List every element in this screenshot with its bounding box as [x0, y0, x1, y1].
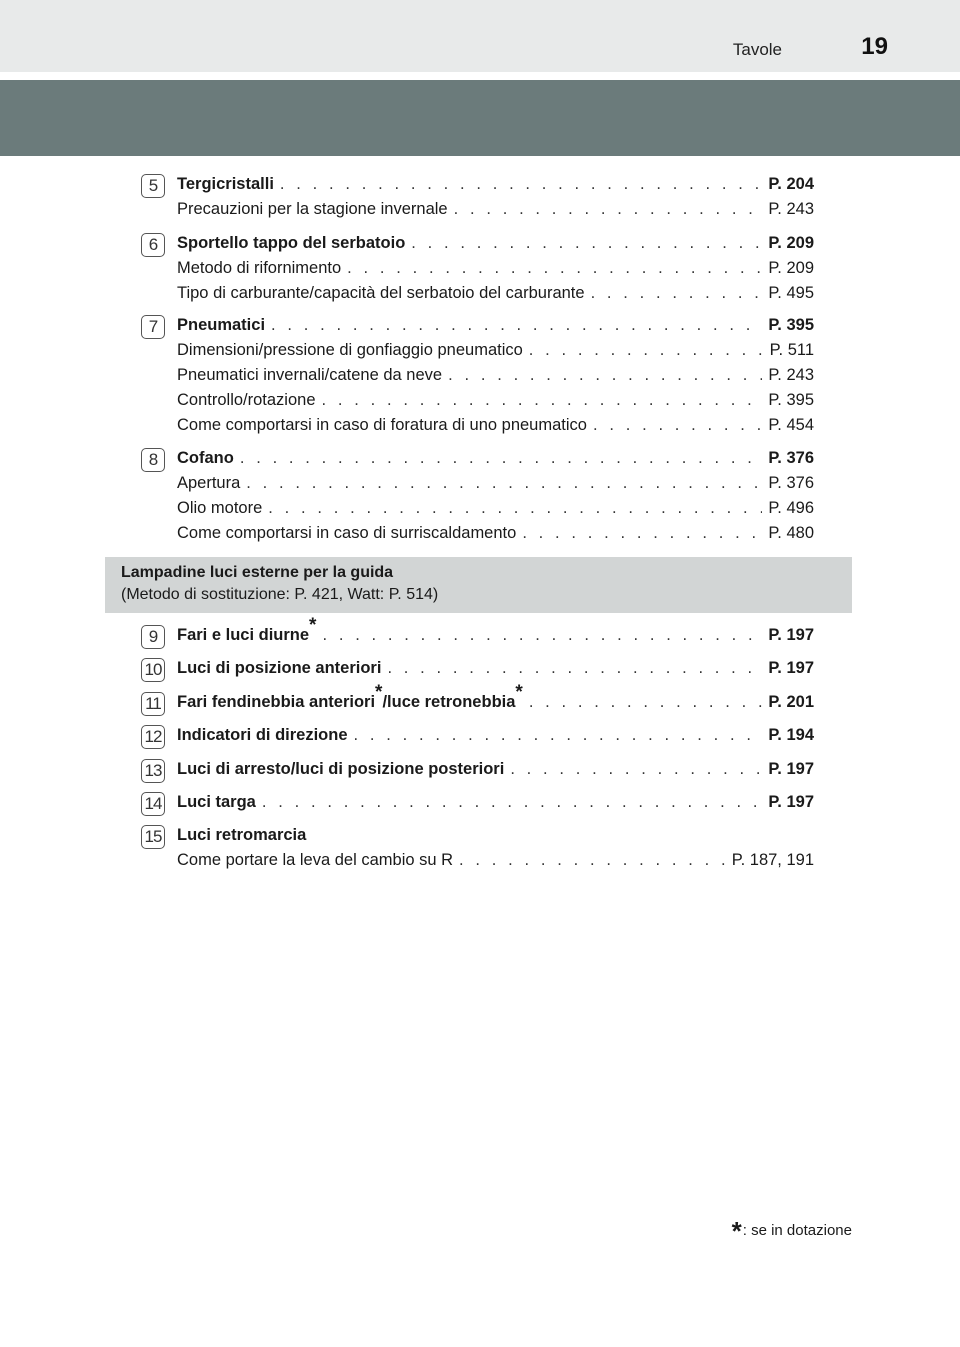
page-reference[interactable]: P. 197	[768, 626, 814, 644]
page-reference[interactable]: P. 376	[768, 474, 814, 492]
page-reference[interactable]: P. 197	[768, 760, 814, 778]
index-entry	[177, 848, 814, 870]
leader-dots	[354, 726, 763, 745]
leader-dots	[529, 341, 764, 360]
index-entry	[177, 446, 814, 468]
page-number: 19	[861, 33, 888, 60]
entry-label: Precauzioni per la stagione invernale	[177, 200, 448, 218]
index-entry	[177, 790, 814, 812]
footnote	[731, 1216, 852, 1246]
index-entry	[177, 281, 814, 303]
leader-dots	[591, 284, 763, 303]
page-reference[interactable]: P. 187, 191	[731, 851, 814, 869]
index-entry	[177, 363, 814, 385]
page-reference[interactable]: P. 209	[768, 259, 814, 277]
index-entry	[177, 197, 814, 219]
index-entry	[177, 172, 814, 194]
leader-dots	[387, 659, 762, 678]
entry-label: Come portare la leva del cambio su R	[177, 851, 454, 869]
leader-dots	[411, 234, 762, 253]
index-entry	[177, 614, 814, 645]
entry-label: Luci retromarcia	[177, 826, 307, 844]
entry-label: Luci targa	[177, 793, 256, 811]
entry-label: Pneumatici invernali/catene da neve	[177, 366, 443, 384]
index-entry	[177, 231, 814, 253]
leader-dots	[280, 175, 763, 194]
leader-dots	[459, 851, 726, 870]
footnote-text: : se in dotazione	[742, 1222, 852, 1239]
entry-label: Cofano	[177, 449, 234, 467]
index-entry	[177, 656, 814, 678]
item-number-badge: 8	[141, 448, 165, 472]
item-number-badge: 15	[141, 825, 165, 849]
page-header	[0, 0, 960, 72]
index-entry	[177, 823, 814, 845]
page-reference[interactable]: P. 197	[768, 793, 814, 811]
leader-dots	[510, 760, 762, 779]
entry-label: Olio motore	[177, 499, 263, 517]
header-band	[0, 80, 960, 156]
leader-dots	[529, 693, 763, 712]
leader-dots	[246, 474, 762, 493]
asterisk-marker: *	[309, 614, 317, 636]
index-entry	[177, 413, 814, 435]
leader-dots	[522, 524, 762, 543]
entry-label: Pneumatici	[177, 316, 266, 334]
entry-label: Fari fendinebbia anteriori*/luce retronebbia*	[177, 681, 523, 711]
leader-dots	[454, 200, 763, 219]
page-reference[interactable]: P. 395	[768, 391, 814, 409]
entry-label: Tergicristalli	[177, 175, 274, 193]
entry-label: Fari e luci diurne*	[177, 614, 317, 644]
entry-label: Controllo/rotazione	[177, 391, 316, 409]
section-title: Tavole	[732, 40, 782, 59]
index-entry	[177, 256, 814, 278]
page-reference[interactable]: P. 376	[768, 449, 814, 467]
item-number-badge: 6	[141, 233, 165, 257]
entry-label: Luci di arresto/luci di posizione posteriori	[177, 760, 505, 778]
index-entry	[177, 757, 814, 779]
entry-label: Dimensioni/pressione di gonfiaggio pneumatico	[177, 341, 523, 359]
lamps-info-box	[105, 557, 852, 613]
item-number-badge: 10	[141, 658, 165, 682]
leader-dots	[268, 499, 762, 518]
leader-dots	[322, 391, 763, 410]
index-entry	[177, 338, 814, 360]
entry-label: Sportello tappo del serbatoio	[177, 234, 406, 252]
entry-label: Come comportarsi in caso di surriscaldamento	[177, 524, 517, 542]
leader-dots	[240, 449, 763, 468]
leader-dots	[271, 316, 762, 335]
index-entry	[177, 681, 814, 712]
page-reference[interactable]: P. 511	[769, 341, 814, 359]
page-reference[interactable]: P. 480	[768, 524, 814, 542]
page-reference[interactable]: P. 204	[768, 175, 814, 193]
page-reference[interactable]: P. 454	[768, 416, 814, 434]
page-reference[interactable]: P. 495	[768, 284, 814, 302]
index-entry	[177, 521, 814, 543]
page-reference[interactable]: P. 194	[768, 726, 814, 744]
entry-label: Indicatori di direzione	[177, 726, 348, 744]
entry-label: Come comportarsi in caso di foratura di uno pneumatico	[177, 416, 587, 434]
entry-label: Metodo di rifornimento	[177, 259, 342, 277]
asterisk-marker: *	[731, 1216, 742, 1246]
page-reference[interactable]: P. 496	[768, 499, 814, 517]
entry-label: Tipo di carburante/capacità del serbatoio del carburante	[177, 284, 585, 302]
index-entry	[177, 471, 814, 493]
entry-label: Apertura	[177, 474, 241, 492]
item-number-badge: 12	[141, 725, 165, 749]
item-number-badge: 7	[141, 315, 165, 339]
leader-dots	[262, 793, 763, 812]
leader-dots	[322, 626, 762, 645]
index-entry	[177, 388, 814, 410]
page-reference[interactable]: P. 395	[768, 316, 814, 334]
page-reference[interactable]: P. 209	[768, 234, 814, 252]
page-reference[interactable]: P. 243	[768, 200, 814, 218]
item-number-badge: 13	[141, 759, 165, 783]
page-reference[interactable]: P. 201	[768, 693, 814, 711]
page-reference[interactable]: P. 243	[768, 366, 814, 384]
leader-dots	[593, 416, 762, 435]
leader-dots	[347, 259, 762, 278]
page-reference[interactable]: P. 197	[768, 659, 814, 677]
index-entry	[177, 313, 814, 335]
lamps-box-title: Lampadine luci esterne per la guida	[121, 564, 394, 581]
asterisk-marker: *	[515, 681, 523, 703]
item-number-badge: 9	[141, 625, 165, 649]
lamps-box-subtitle: (Metodo di sostituzione: P. 421, Watt: P. 514)	[121, 586, 439, 603]
leader-dots	[448, 366, 762, 385]
asterisk-marker: *	[375, 681, 383, 703]
index-entry	[177, 496, 814, 518]
item-number-badge: 5	[141, 174, 165, 198]
item-number-badge: 14	[141, 792, 165, 816]
item-number-badge: 11	[141, 692, 165, 716]
entry-label: Luci di posizione anteriori	[177, 659, 382, 677]
index-entry	[177, 723, 814, 745]
